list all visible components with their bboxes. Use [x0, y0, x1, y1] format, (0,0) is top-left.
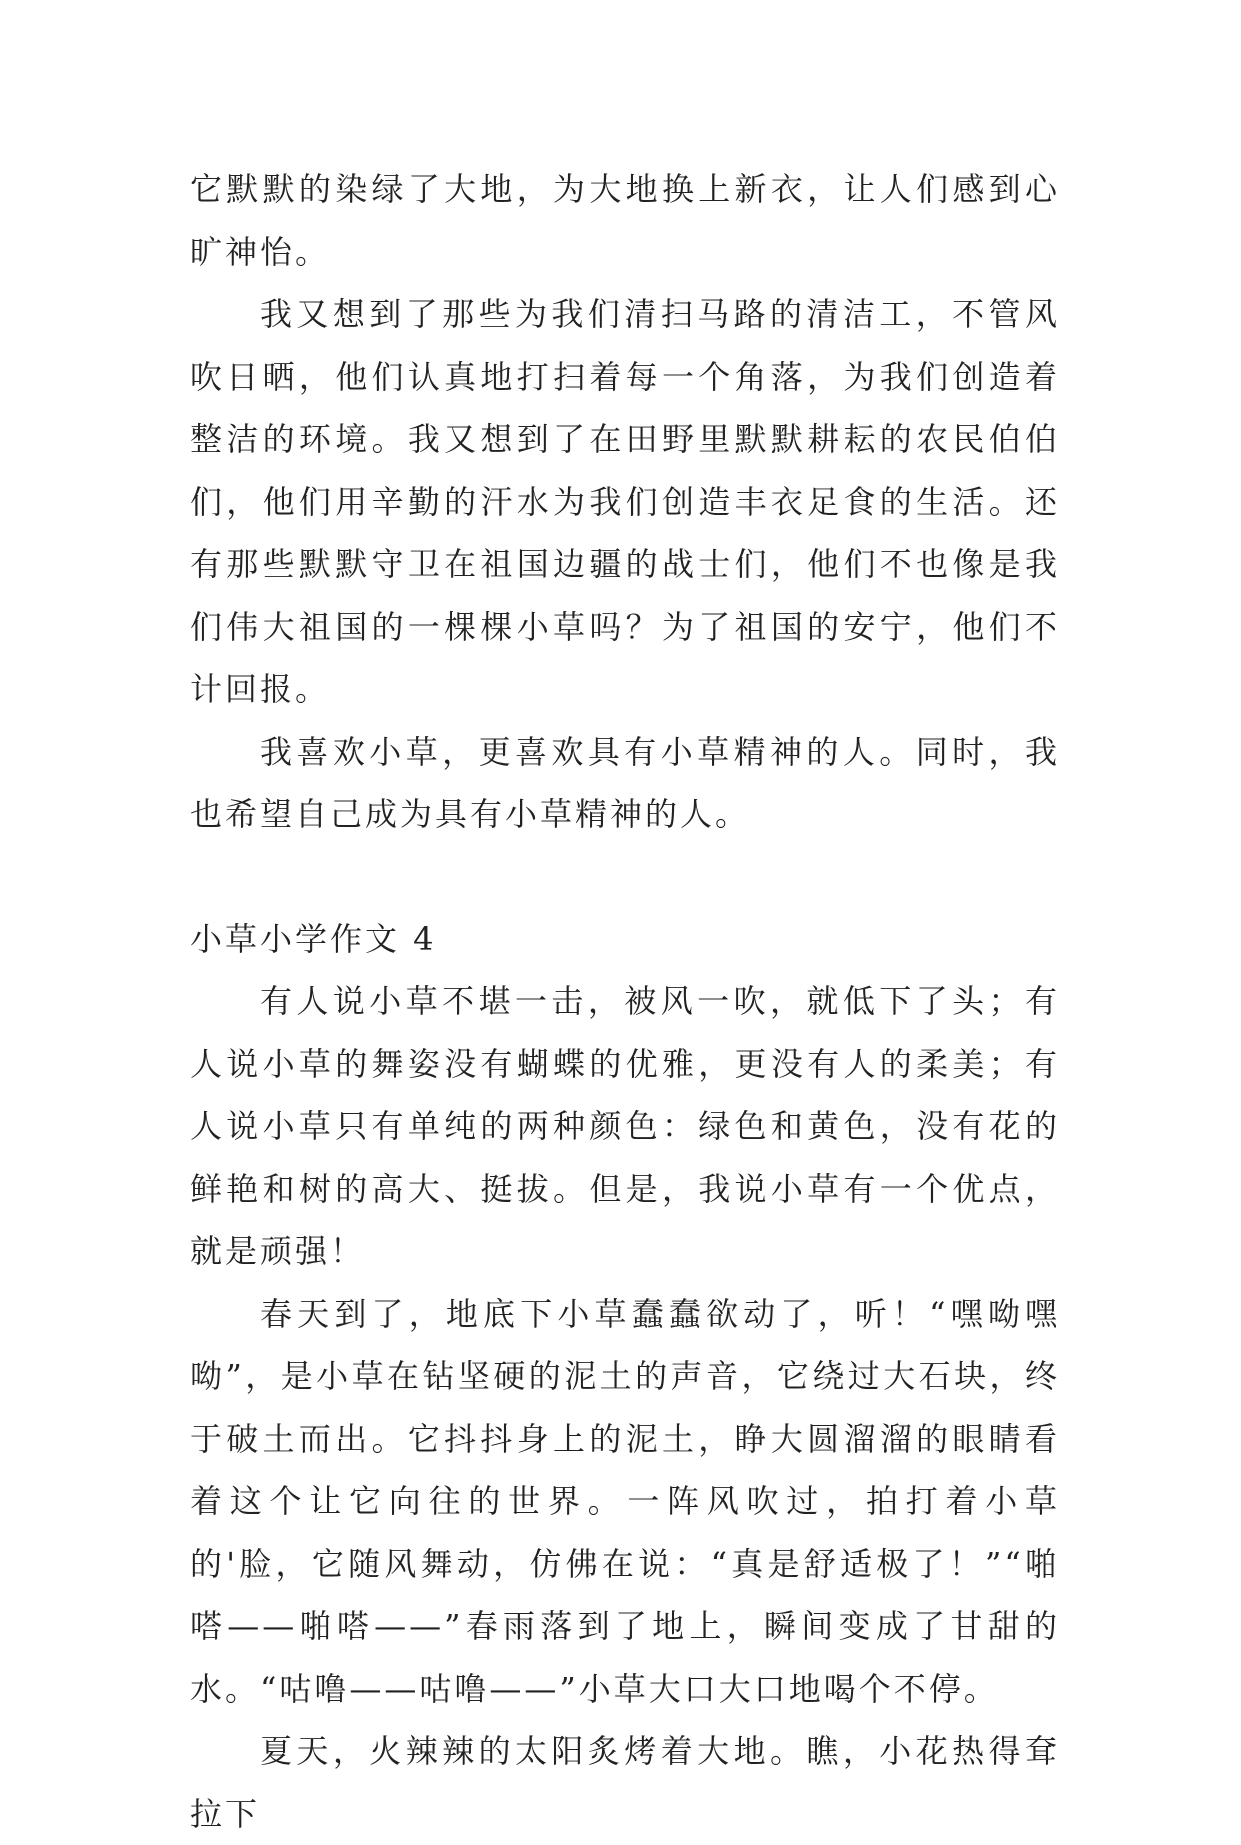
section-title: 小草小学作文 4: [190, 919, 437, 958]
section-spacer: [190, 846, 1060, 908]
paragraph-continuation: 它默默的染绿了大地，为大地换上新衣，让人们感到心旷神怡。: [190, 170, 1060, 271]
paragraph-spring: 春天到了，地底下小草蠢蠢欲动了，听！“嘿呦嘿呦”，是小草在钻坚硬的泥土的声音，它绕过大石块，终于破土而出。它抖抖身上的泥土，睁大圆溜溜的眼睛看着这个让它向往的世界。一阵风吹过，拍打着小草的'脸，它随风舞动，仿佛在说：“真是舒适极了！”“啪嗒——啪嗒——”春雨落到了地上，瞬间变成了甘甜的水。“咕噜——咕噜——”小草大口大口地喝个不停。: [190, 1294, 1060, 1708]
paragraph-conclusion: 我喜欢小草，更喜欢具有小草精神的人。同时，我也希望自己成为具有小草精神的人。: [190, 732, 1060, 833]
document-body: [190, 158, 1060, 1845]
paragraph-intro: 有人说小草不堪一击，被风一吹，就低下了头；有人说小草的舞姿没有蝴蝶的优雅，更没有人的柔美；有人说小草只有单纯的两种颜色：绿色和黄色，没有花的鲜艳和树的高大、挺拔。但是，我说小草有一个优点，就是顽强！: [190, 982, 1060, 1270]
paragraph-workers: 我又想到了那些为我们清扫马路的清洁工，不管风吹日晒，他们认真地打扫着每一个角落，为我们创造着整洁的环境。我又想到了在田野里默默耕耘的农民伯伯们，他们用辛勤的汗水为我们创造丰衣足食的生活。还有那些默默守卫在祖国边疆的战士们，他们不也像是我们伟大祖国的一棵棵小草吗？为了祖国的安宁，他们不计回报。: [190, 295, 1060, 708]
paragraph-summer: 夏天，火辣辣的太阳炙烤着大地。瞧，小花热得耷拉下: [190, 1732, 1060, 1833]
